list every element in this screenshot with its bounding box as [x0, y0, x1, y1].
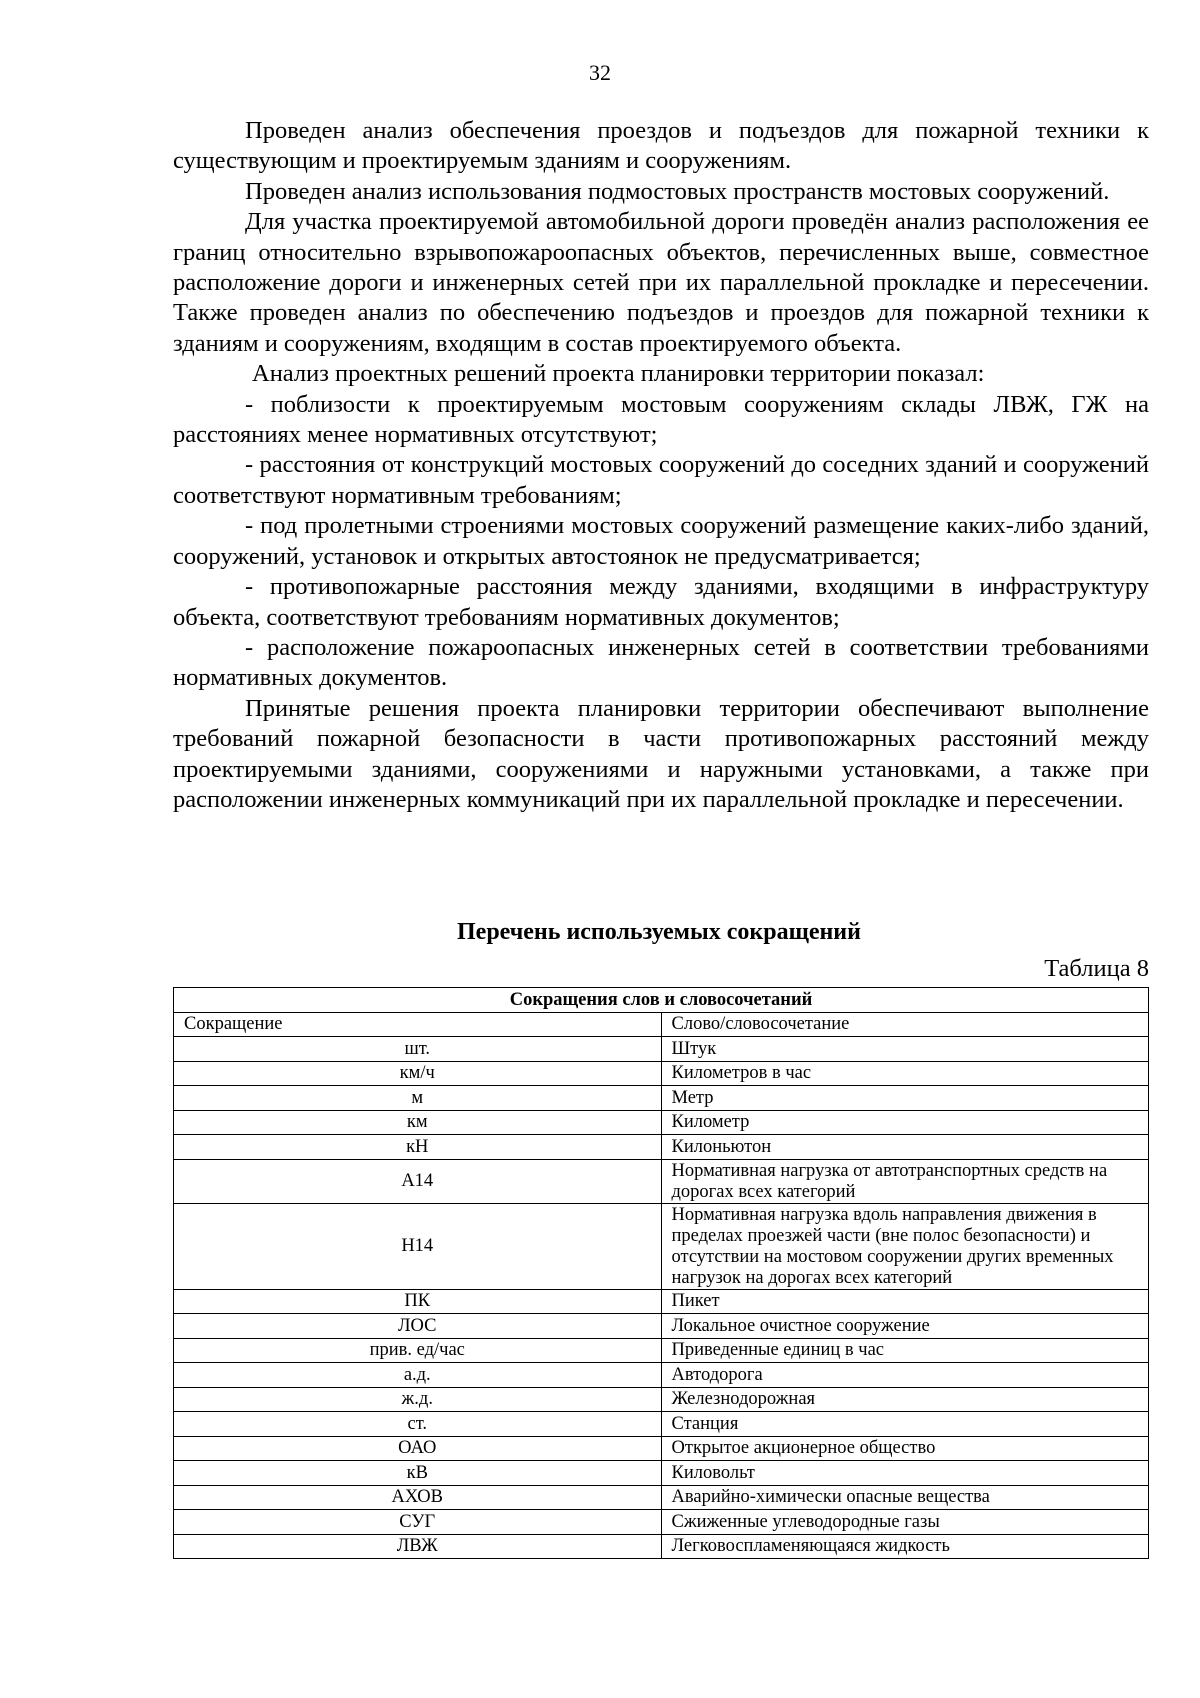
- phrase-cell: Станция: [661, 1412, 1149, 1437]
- phrase-cell: Нормативная нагрузка вдоль направления движения в пределах проезжей части (вне полос безопасности) и отсутствии на мостовом сооружении других временных нагрузок на дорогах всех категорий: [661, 1203, 1149, 1289]
- table-caption-row: [174, 988, 1149, 1013]
- abbreviation-cell: кВ: [174, 1461, 662, 1486]
- phrase-cell: Метр: [661, 1086, 1149, 1111]
- table-row: [174, 1289, 1149, 1314]
- list-item-distances: - расстояния от конструкций мостовых сооружений до соседних зданий и сооружений соответствуют нормативным требованиям;: [173, 451, 1149, 509]
- phrase-cell: Легковоспламеняющаяся жидкость: [661, 1534, 1149, 1559]
- abbreviation-cell: кН: [174, 1135, 662, 1160]
- table-row: [174, 1485, 1149, 1510]
- table-row: [174, 1338, 1149, 1363]
- abbreviation-cell: км: [174, 1110, 662, 1135]
- paragraph-under-bridge: Проведен анализ использования подмостовых пространств мостовых сооружений.: [245, 177, 1110, 205]
- page-number: 32: [589, 60, 611, 85]
- table-row: [174, 1436, 1149, 1461]
- abbreviation-cell: прив. ед/час: [174, 1338, 662, 1363]
- body-text: [173, 116, 1149, 815]
- header-phrase: Слово/словосочетание: [661, 1012, 1149, 1037]
- paragraph-analysis-intro: Анализ проектных решений проекта планировки территории показал:: [252, 360, 985, 388]
- table-row: [174, 1510, 1149, 1535]
- table-row: [174, 1314, 1149, 1339]
- table-row: [174, 1412, 1149, 1437]
- phrase-cell: Приведенные единиц в час: [661, 1338, 1149, 1363]
- abbreviation-cell: Н14: [174, 1203, 662, 1289]
- phrase-cell: Железнодорожная: [661, 1387, 1149, 1412]
- phrase-cell: Локальное очистное сооружение: [661, 1314, 1149, 1339]
- abbreviation-cell: м: [174, 1086, 662, 1111]
- list-item-under-spans: - под пролетными строениями мостовых сооружений размещение каких-либо зданий, сооружений, установок и открытых автостоянок не предусматривается;: [173, 512, 1149, 570]
- phrase-cell: Сжиженные углеводородные газы: [661, 1510, 1149, 1535]
- list-item-fire-distances: - противопожарные расстояния между зданиями, входящими в инфраструктуру объекта, соответствуют требованиям нормативных документов;: [173, 573, 1149, 631]
- abbreviation-cell: А14: [174, 1159, 662, 1203]
- phrase-cell: Километров в час: [661, 1061, 1149, 1086]
- abbreviation-cell: а.д.: [174, 1363, 662, 1388]
- abbreviation-cell: ОАО: [174, 1436, 662, 1461]
- table-label: Таблица 8: [1044, 955, 1149, 982]
- table-row: [174, 1135, 1149, 1160]
- table-row: [174, 1086, 1149, 1111]
- list-item-networks: - расположение пожароопасных инженерных сетей в соответствии требованиями нормативных документов.: [173, 633, 1149, 692]
- abbreviation-cell: СУГ: [174, 1510, 662, 1535]
- abbreviation-cell: ст.: [174, 1412, 662, 1437]
- abbreviation-cell: шт.: [174, 1037, 662, 1062]
- table-row: [174, 1061, 1149, 1086]
- abbreviations-table: [173, 987, 1149, 1559]
- abbreviation-cell: ж.д.: [174, 1387, 662, 1412]
- phrase-cell: Аварийно-химически опасные вещества: [661, 1485, 1149, 1510]
- phrase-cell: Километр: [661, 1110, 1149, 1135]
- abbreviation-cell: АХОВ: [174, 1485, 662, 1510]
- abbreviation-cell: км/ч: [174, 1061, 662, 1086]
- paragraph-fire-access: Проведен анализ обеспечения проездов и подъездов для пожарной техники к существующим и проектируемым зданиям и сооружениям.: [173, 117, 1149, 175]
- table-row: [174, 1159, 1149, 1203]
- table-header-row: [174, 1012, 1149, 1037]
- table-row: [174, 1203, 1149, 1289]
- header-abbreviation: Сокращение: [174, 1012, 662, 1037]
- section-title: Перечень используемых сокращений: [457, 919, 861, 945]
- table-row: [174, 1461, 1149, 1486]
- phrase-cell: Штук: [661, 1037, 1149, 1062]
- phrase-cell: Автодорога: [661, 1363, 1149, 1388]
- phrase-cell: Нормативная нагрузка от автотранспортных средств на дорогах всех категорий: [661, 1159, 1149, 1203]
- abbreviation-cell: ЛОС: [174, 1314, 662, 1339]
- table-row: [174, 1037, 1149, 1062]
- phrase-cell: Пикет: [661, 1289, 1149, 1314]
- table-row: [174, 1534, 1149, 1559]
- table-caption: Сокращения слов и словосочетаний: [174, 988, 1149, 1013]
- list-item-warehouses: - поблизости к проектируемым мостовым сооружениям склады ЛВЖ, ГЖ на расстояниях менее нормативных отсутствуют;: [173, 390, 1149, 449]
- abbreviation-cell: ПК: [174, 1289, 662, 1314]
- phrase-cell: Открытое акционерное общество: [661, 1436, 1149, 1461]
- table-row: [174, 1387, 1149, 1412]
- paragraph-road-analysis: Для участка проектируемой автомобильной дороги проведён анализ расположения ее границ относительно взрывопожароопасных объектов, перечисленных выше, совместное расположение дороги и инженерных сетей при их параллельной прокладке и пересечении. Также проведен анализ по обеспечению подъездов и проездов для пожарной техники к зданиям и сооружениям, входящим в состав проектируемого объекта.: [173, 208, 1149, 357]
- paragraph-conclusion: Принятые решения проекта планировки территории обеспечивают выполнение требований пожарной безопасности в части противопожарных расстояний между проектируемыми зданиями, сооружениями и наружными установками, а также при расположении инженерных коммуникаций при их параллельной прокладке и пересечении.: [173, 694, 1149, 813]
- abbreviation-cell: ЛВЖ: [174, 1534, 662, 1559]
- phrase-cell: Киловольт: [661, 1461, 1149, 1486]
- phrase-cell: Килоньютон: [661, 1135, 1149, 1160]
- table-row: [174, 1110, 1149, 1135]
- table-row: [174, 1363, 1149, 1388]
